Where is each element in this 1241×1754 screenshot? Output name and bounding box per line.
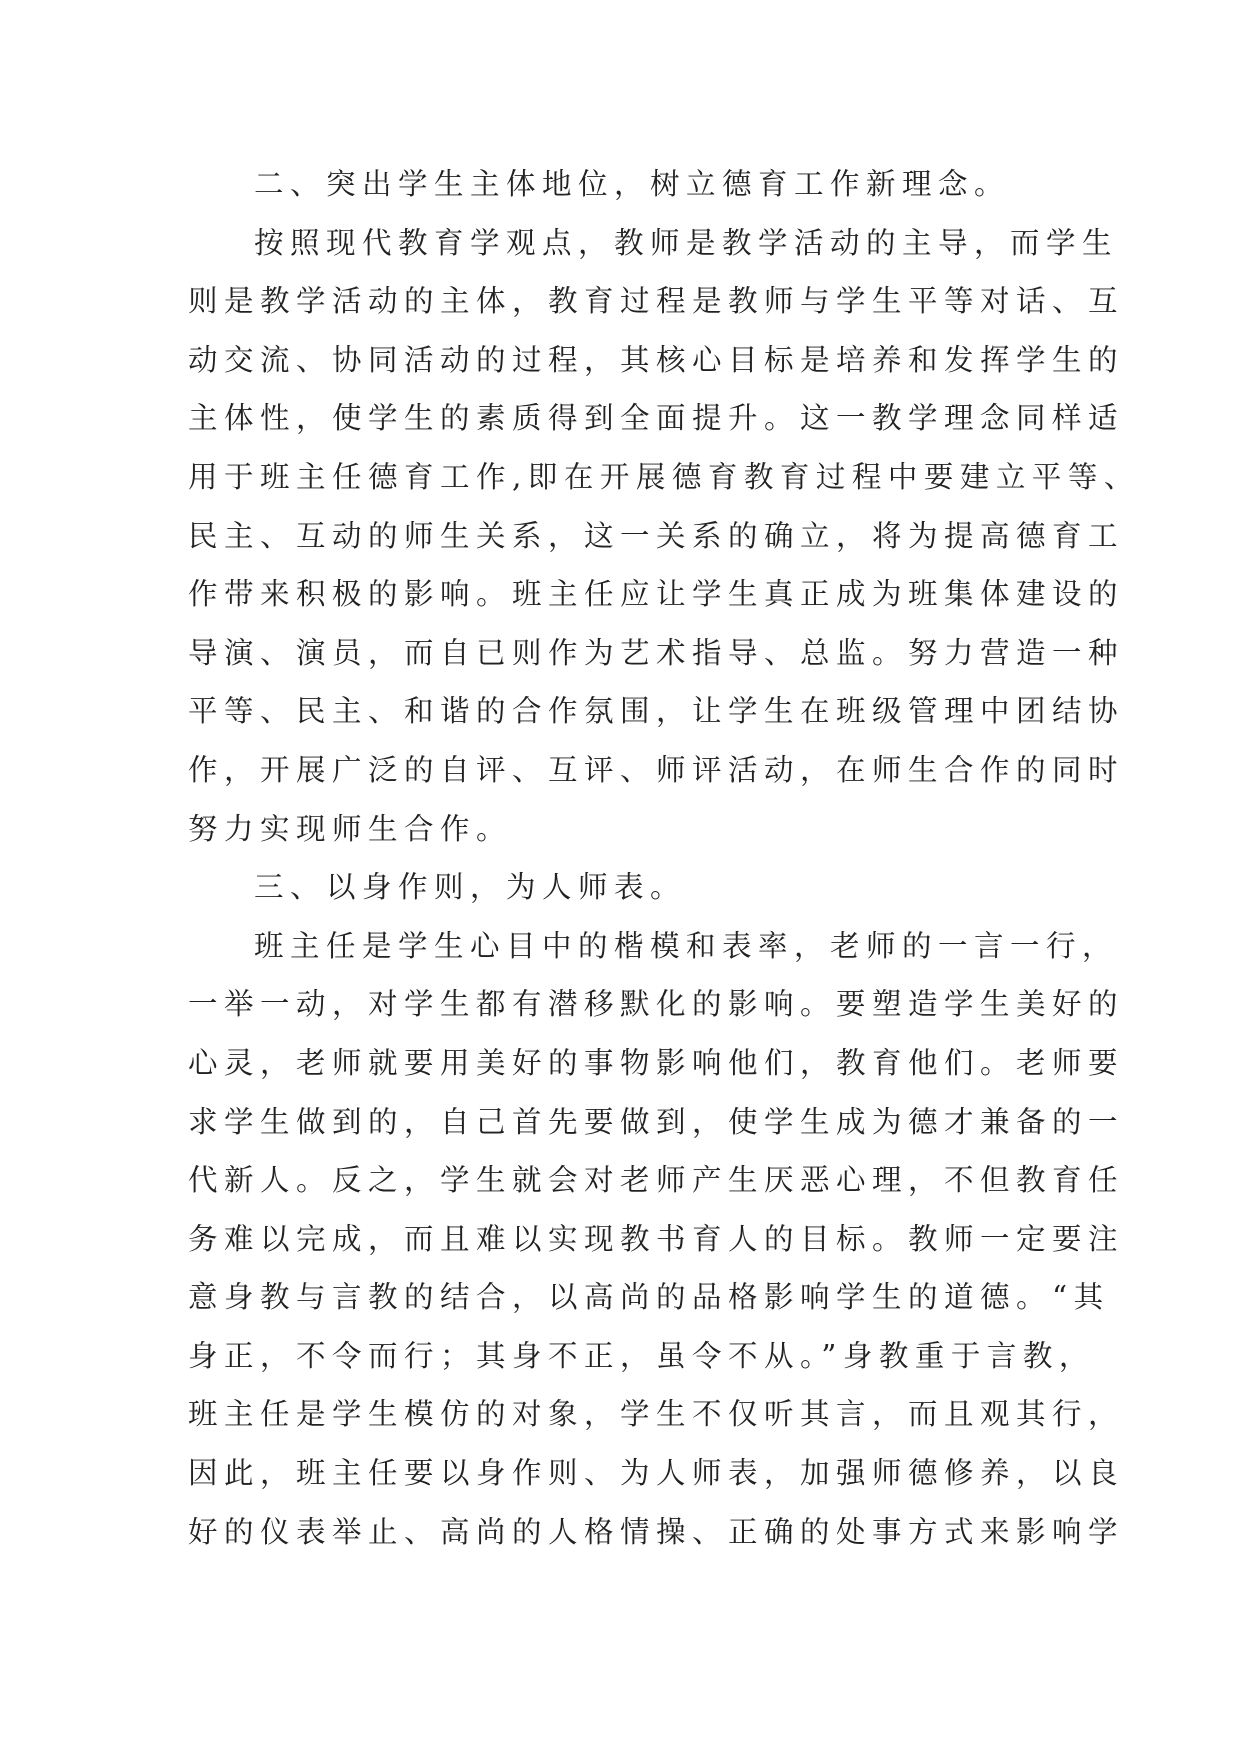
- paragraph-line: 主体性，使学生的素质得到全面提升。这一教学理念同样适: [188, 401, 1125, 436]
- paragraph-line: 用于班主任德育工作,即在开展德育教育过程中要建立平等、: [188, 459, 1140, 494]
- paragraph-line: 务难以完成，而且难以实现教书育人的目标。教师一定要注: [188, 1221, 1125, 1256]
- paragraph-line: 作带来积极的影响。班主任应让学生真正成为班集体建设的: [188, 577, 1125, 612]
- paragraph-line: 一举一动，对学生都有潜移默化的影响。要塑造学生美好的: [188, 987, 1125, 1022]
- paragraph-line: 努力实现师生合作。: [188, 811, 513, 846]
- paragraph-line: 代新人。反之，学生就会对老师产生厌恶心理，不但教育任: [188, 1163, 1125, 1198]
- document-body: [188, 155, 1140, 1561]
- paragraph-line: 民主、互动的师生关系，这一关系的确立，将为提高德育工: [188, 518, 1125, 553]
- paragraph-line: 则是教学活动的主体，教育过程是教师与学生平等对话、互: [188, 284, 1125, 319]
- paragraph-line: 心灵，老师就要用美好的事物影响他们，教育他们。老师要: [188, 1045, 1125, 1080]
- paragraph-line: 班主任是学生模仿的对象，学生不仅听其言，而且观其行，: [188, 1397, 1125, 1432]
- paragraph-line: 意身教与言教的结合，以高尚的品格影响学生的道德。“其: [188, 1280, 1110, 1315]
- paragraph-line: 平等、民主、和谐的合作氛围，让学生在班级管理中团结协: [188, 694, 1125, 729]
- section-heading-3: 三、以身作则，为人师表。: [254, 870, 687, 905]
- paragraph-line: 导演、演员，而自已则作为艺术指导、总监。努力营造一种: [188, 635, 1125, 670]
- paragraph-line: 因此，班主任要以身作则、为人师表，加强师德修养，以良: [188, 1456, 1125, 1491]
- paragraph-line: 求学生做到的，自己首先要做到，使学生成为德才兼备的一: [188, 1104, 1125, 1139]
- paragraph-line: 身正，不令而行；其身不正，虽令不从。”身教重于言教，: [188, 1338, 1095, 1373]
- paragraph-line: 按照现代教育学观点，教师是教学活动的主导，而学生: [254, 225, 1119, 260]
- paragraph-line: 班主任是学生心目中的楷模和表率，老师的一言一行，: [254, 928, 1119, 963]
- paragraph-line: 动交流、协同活动的过程，其核心目标是培养和发挥学生的: [188, 342, 1125, 377]
- paragraph-line: 好的仪表举止、高尚的人格情操、正确的处事方式来影响学: [188, 1514, 1125, 1549]
- paragraph-line: 作，开展广泛的自评、互评、师评活动，在师生合作的同时: [188, 752, 1125, 787]
- section-heading-2: 二、突出学生主体地位，树立德育工作新理念。: [254, 167, 1011, 201]
